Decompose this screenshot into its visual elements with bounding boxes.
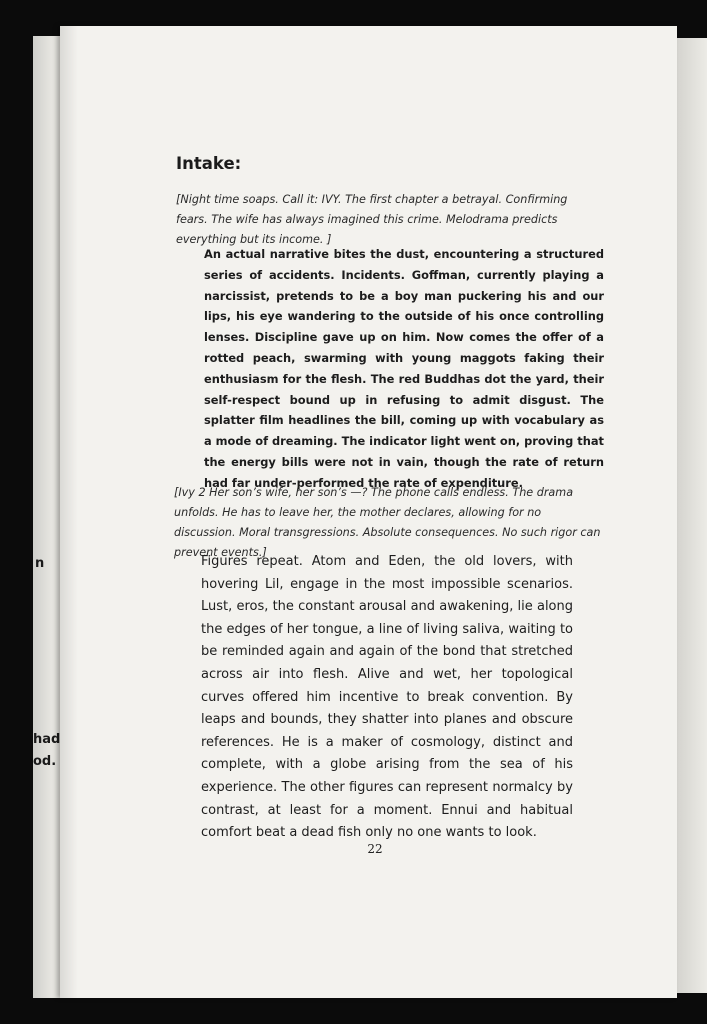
italic-note-middle: [Ivy 2 Her son’s wife, her son’s —? The phone calls endless. The drama unfolds. He has to leave her, the mother declares, allowing for no discussion. Moral transgressions. Absolute consequences. No such rigor can prevent events.]: [174, 486, 601, 559]
italic-note-top: [Night time soaps. Call it: IVY. The first chapter a betrayal. Confirming fears. The wife has always imagined this crime. Melodrama predicts everything but its income. ]: [176, 193, 568, 246]
bold-paragraph: An actual narrative bites the dust, encountering a structured series of accidents. Incidents. Goffman, currently playing a narcissist, pretends to be a boy man puckering his and our lips, his eye wandering to the outside of his once controlling lenses. Discipline gave up on him. Now comes the offer of a rotted peach, swarming with young maggots faking their enthusiasm for the flesh. The red Buddhas dot the yard, their self-respect bound up in refusing to admit disgust. The splatter film headlines the bill, coming up with vocabulary as a mode of dreaming. The indicator light went on, proving that the energy bills were not in vain, though the rate of return had far under-performed the rate of expenditure.: [204, 247, 604, 490]
right-page-edge: [676, 38, 707, 993]
left-page-fragment: had: [33, 732, 61, 747]
left-page-fragment: od.: [33, 754, 57, 769]
left-page-edge: [33, 36, 63, 998]
left-page-fragment: n: [35, 556, 45, 571]
book-page: [60, 26, 677, 998]
gutter-shadow: [60, 26, 78, 998]
body-paragraph: Figures repeat. Atom and Eden, the old lovers, with hovering Lil, engage in the most impossible scenarios. Lust, eros, the constant arousal and awakening, lie along the edges of her tongue, a line of living saliva, waiting to be reminded again and again of the bond that stretched across air into flesh. Alive and wet, her topological curves offered him incentive to break convention. By leaps and bounds, they shatter into planes and obscure references. He is a maker of cosmology, distinct and complete, with a globe arising from the sea of his experience. The other figures can represent normalcy by contrast, at least for a moment. Ennui and habitual comfort beat a dead fish only no one wants to look.: [201, 554, 573, 841]
page-number: 22: [367, 842, 383, 856]
section-heading: Intake:: [176, 154, 242, 173]
